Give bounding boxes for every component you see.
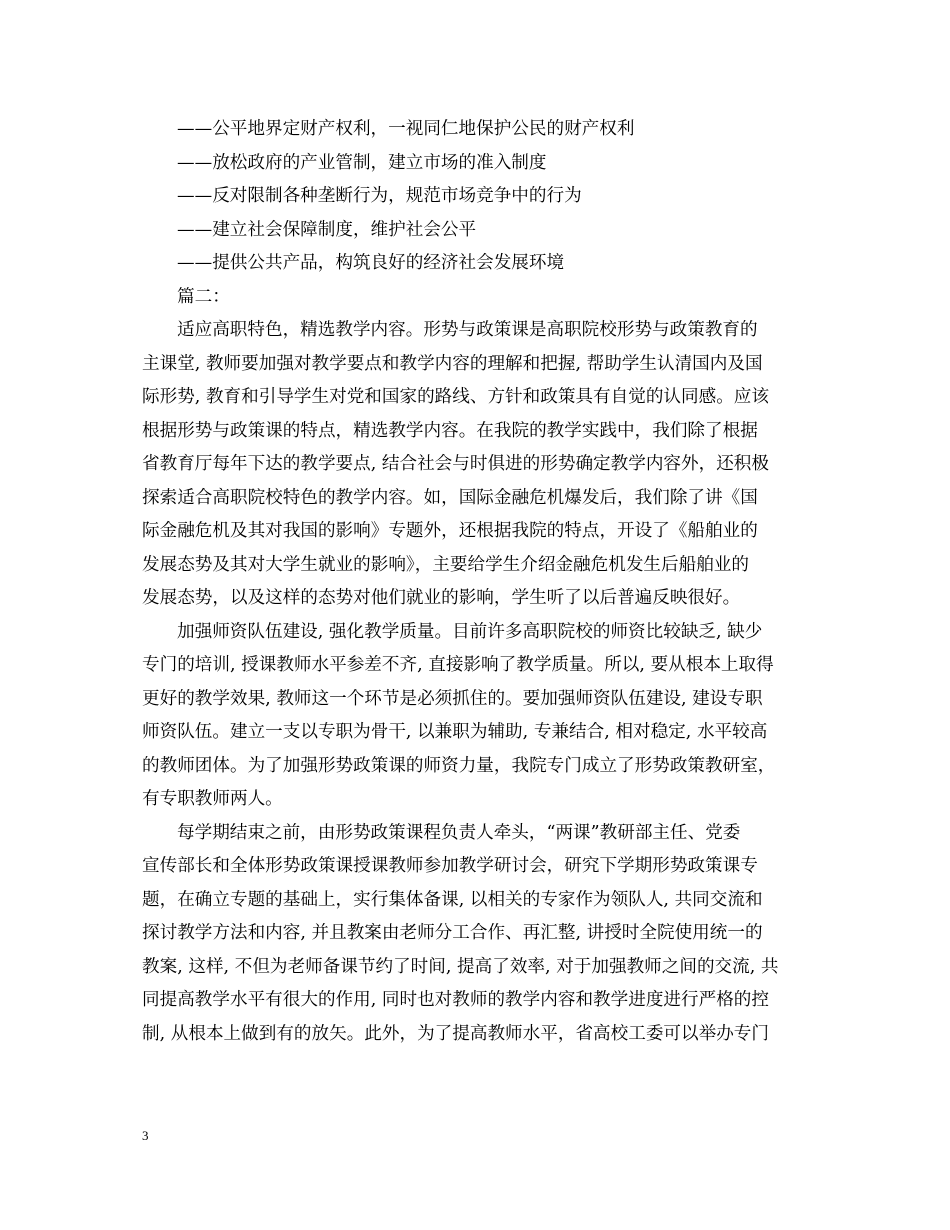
text-line: 宣传部长和全体形势政策课授课教师参加教学研讨会，研究下学期形势政策课专 [142, 856, 758, 876]
text-line: 探讨教学方法和内容, 并且教案由老师分工合作、再汇整, 讲授时全院使用统一的 [142, 923, 763, 943]
paragraph-start: 每学期结束之前，由形势政策课程负责人牵头，“两课”教研部主任、党委 [177, 822, 741, 843]
section-heading: 篇二： [177, 286, 230, 307]
text-line: 制, 从根本上做到有的放矢。此外，为了提高教师水平，省高校工委可以举办专门 [142, 1023, 769, 1044]
text-line: 有专职教师两人。 [142, 789, 283, 809]
text-line: 际形势, 教育和引导学生对党和国家的路线、方针和政策具有自觉的认同感。应该 [142, 387, 769, 407]
text-line: 探索适合高职院校特色的教学内容。如，国际金融危机爆发后，我们除了讲《国 [142, 487, 758, 508]
paragraph-start: 加强师资队伍建设, 强化教学质量。目前许多高职院校的师资比较缺乏, 缺少 [177, 621, 763, 642]
text-line: 题，在确立专题的基础上，实行集体备课, 以相关的专家作为领队人, 共同交流和 [142, 889, 763, 910]
text-line: 的教师团体。为了加强形势政策课的师资力量，我院专门成立了形势政策教研室， [142, 755, 776, 776]
text-line: ——放松政府的产业管制，建立市场的准入制度 [177, 152, 547, 173]
paragraph-start: 适应高职特色，精选教学内容。形势与政策课是高职院校形势与政策教育的 [177, 320, 758, 340]
text-line: 发展态势及其对大学生就业的影响》，主要给学生介绍金融危机发生后船舶业的 [142, 554, 749, 575]
page-number: 3 [142, 1128, 149, 1143]
text-line: 际金融危机及其对我国的影响》专题外，还根据我院的特点，开设了《船舶业的 [142, 521, 758, 541]
text-line: 同提高教学水平有很大的作用, 同时也对教师的教学内容和教学进度进行严格的控 [142, 990, 769, 1010]
text-line: 根据形势与政策课的特点，精选教学内容。在我院的教学实践中，我们除了根据 [142, 420, 758, 441]
body-text [142, 113, 817, 1051]
text-line: 发展态势，以及这样的态势对他们就业的影响，学生听了以后普遍反映很好。 [142, 588, 741, 608]
text-line: 教案, 这样, 不但为老师备课节约了时间, 提高了效率, 对于加强教师之间的交流, 共 [142, 956, 779, 977]
text-line: ——提供公共产品，构筑良好的经济社会发展环境 [177, 253, 565, 273]
text-line: ——建立社会保障制度，维护社会公平 [177, 219, 477, 240]
text-line: 更好的教学效果, 教师这一个环节是必须抓住的。要加强师资队伍建设, 建设专职 [142, 688, 763, 709]
text-line: 专门的培训, 授课教师水平参差不齐, 直接影响了教学质量。所以, 要从根本上取得 [142, 655, 774, 675]
text-line: 省教育厅每年下达的教学要点, 结合社会与时俱进的形势确定教学内容外，还积极 [142, 454, 769, 474]
text-line: ——反对限制各种垄断行为，规范市场竞争中的行为 [177, 186, 582, 206]
text-line: ——公平地界定财产权利，一视同仁地保护公民的财产权利 [177, 119, 635, 139]
text-line: 主课堂, 教师要加强对教学要点和教学内容的理解和把握, 帮助学生认清国内及国 [142, 353, 763, 374]
text-line: 师资队伍。建立一支以专职为骨干, 以兼职为辅助, 专兼结合, 相对稳定, 水平较高 [142, 722, 768, 742]
